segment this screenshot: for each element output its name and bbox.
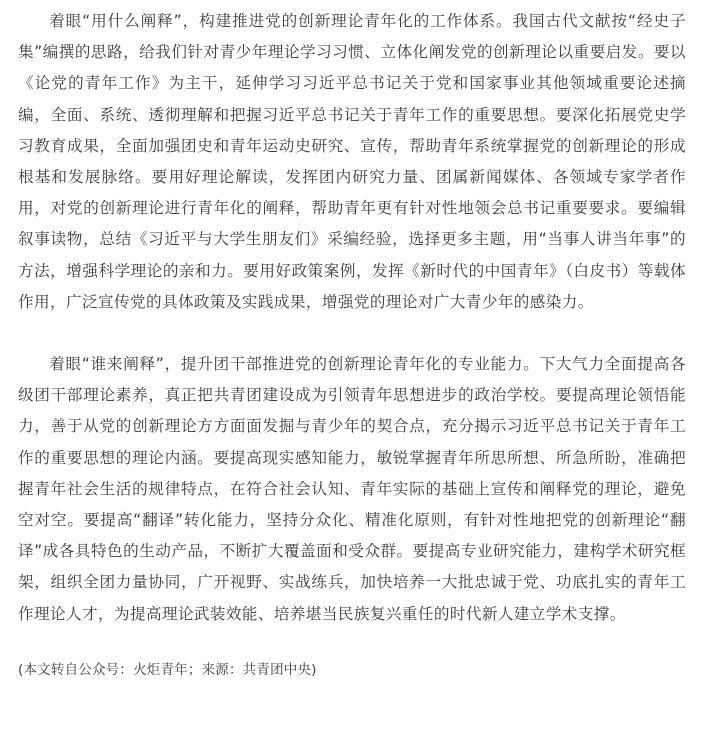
article-body — [18, 0, 686, 681]
source-note: (本文转自公众号：火炬青年；来源：共青团中央) — [18, 661, 317, 678]
article-paragraph: 着眼“用什么阐释”，构建推进党的创新理论青年化的工作体系。我国古代文献按“经史子集”编撰的思路，给我们针对青少年理论学习习惯、立体化阐发党的创新理论以重要启发。要以《论党的青年工作》为主干，延伸学习习近平总书记关于党和国家事业其他领域重要论述摘编，全面、系统、透彻理解和把握习近平总书记关于青年工作的重要思想。要深化拓展党史学习教育成果，全面加强团史和青年运动史研究、宣传，帮助青年系统掌握党的创新理论的形成根基和发展脉络。要用好理论解读，发挥团内研究力量、团属新闻媒体、各领域专家学者作用，对党的创新理论进行青年化的阐释，帮助青年更有针对性地领会总书记重要要求。要编辑叙事读物，总结《习近平与大学生朋友们》采编经验，选择更多主题，用“当事人讲当年事”的方法，增强科学理论的亲和力。要用好政策案例，发挥《新时代的中国青年》（白皮书）等载体作用，广泛宣传党的具体政策及实践成果，增强党的理论对广大青少年的感染力。 — [18, 12, 686, 311]
article-paragraph: 着眼“谁来阐释”，提升团干部推进党的创新理论青年化的专业能力。下大气力全面提高各级团干部理论素养，真正把共青团建设成为引领青年思想进步的政治学校。要提高理论领悟能力，善于从党的创新理论方方面面发掘与青少年的契合点，充分揭示习近平总书记关于青年工作的重要思想的理论内涵。要提高现实感知能力，敏锐掌握青年所思所想、所急所盼，准确把握青年社会生活的规律特点，在符合社会认知、青年实际的基础上宣传和阐释党的理论，避免空对空。要提高“翻译”转化能力，坚持分众化、精准化原则，有针对性地把党的创新理论“翻译”成各具特色的生动产品，不断扩大覆盖面和受众群。要提高专业研究能力，建构学术研究框架，组织全团力量协同，广开视野、实战练兵，加快培养一大批忠诚于党、功底扎实的青年工作理论人才，为提高理论武装效能、培养堪当民族复兴重任的时代新人建立学术支撑。 — [18, 355, 686, 623]
